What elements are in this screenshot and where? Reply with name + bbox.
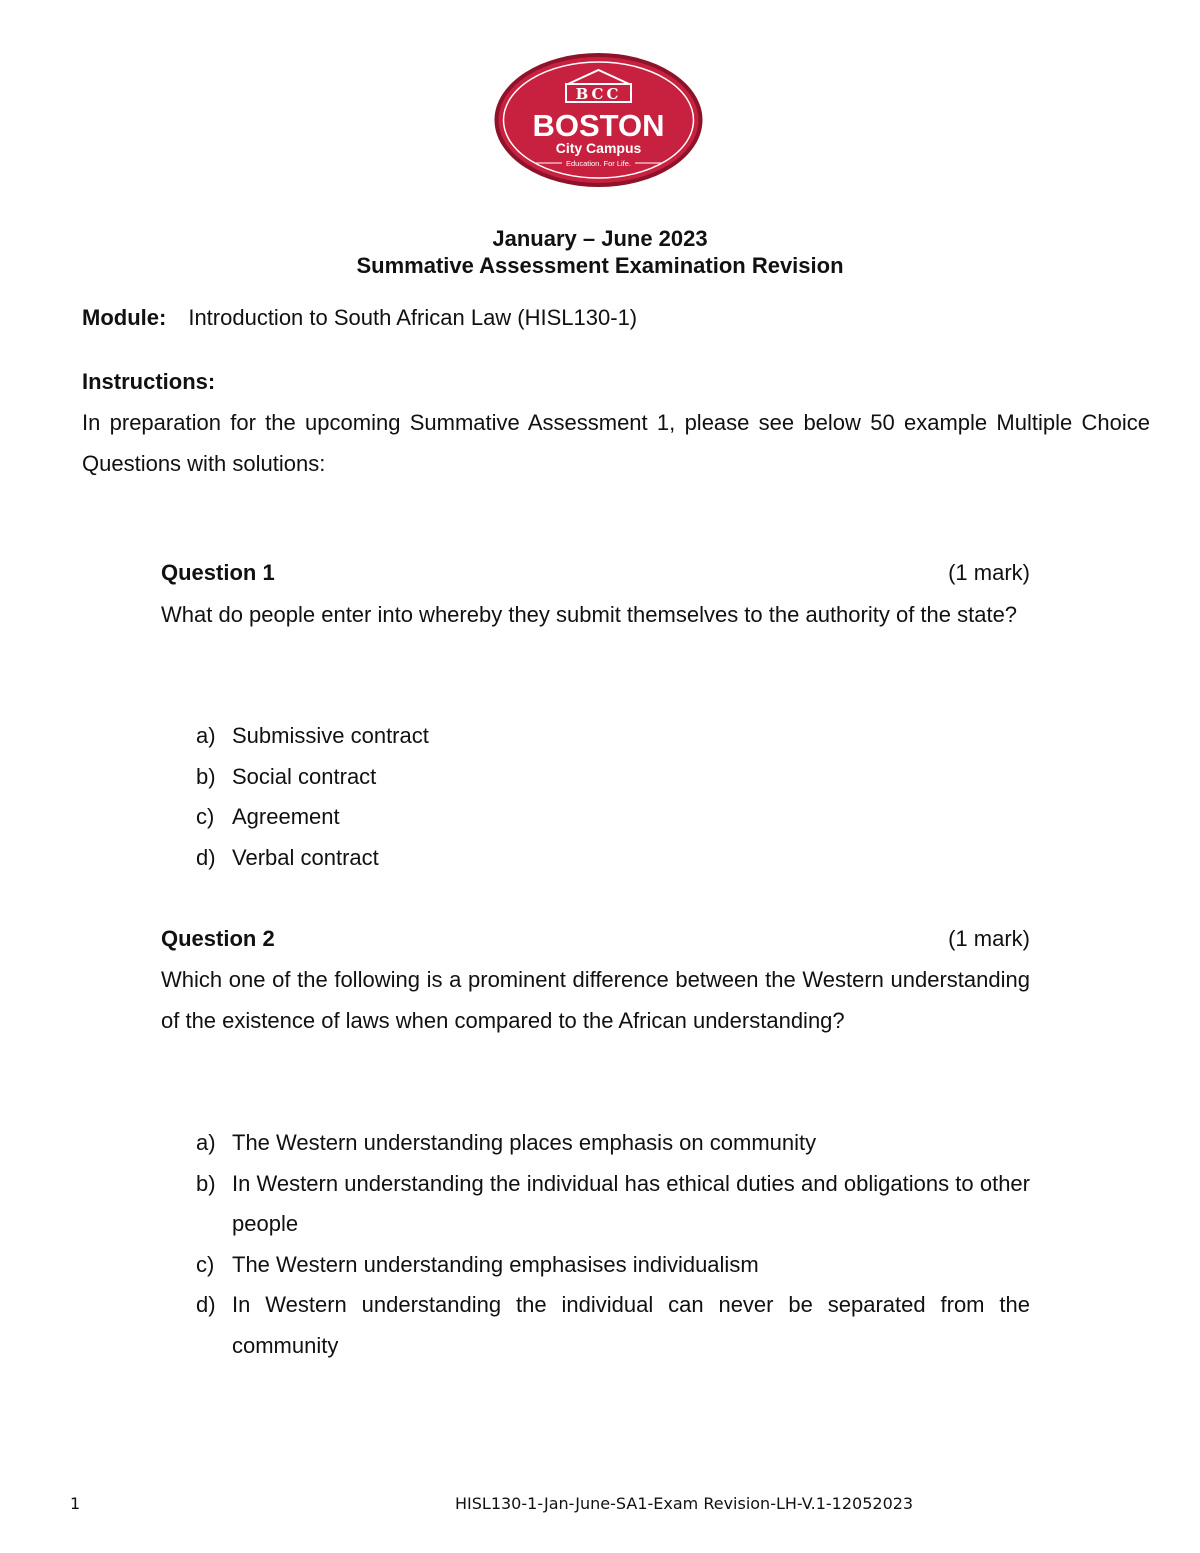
option-letter: a) — [196, 723, 216, 748]
option-letter: d) — [196, 1292, 216, 1317]
option — [196, 838, 1030, 879]
document-title: Summative Assessment Examination Revision — [356, 253, 844, 278]
option — [196, 797, 1030, 838]
option-text: Social contract — [232, 763, 377, 789]
option-letter: b) — [196, 1170, 216, 1196]
logo-tagline: Education. For Life. — [565, 159, 632, 168]
question-1-title: Question 1 — [161, 560, 275, 585]
instructions-label: Instructions: — [82, 369, 216, 394]
page-number: 1 — [70, 1494, 81, 1513]
logo-initials: BCC — [575, 85, 622, 103]
question-2-text: Which one of the following is a prominent difference between the Western understanding of the existence of laws when compared to the African understanding? — [161, 967, 1030, 1033]
logo-name: BOSTON — [532, 108, 665, 143]
instructions-text: In preparation for the upcoming Summative Assessment 1, please see below 50 example Multiple Choice Questions with solutions: — [82, 410, 1150, 476]
option-letter: b) — [196, 763, 216, 789]
boston-city-campus-logo — [492, 50, 705, 190]
option-text: In Western understanding the individual can never be separated from the community — [232, 1292, 1030, 1358]
option-letter: c) — [196, 804, 215, 829]
question-1-header — [161, 558, 1030, 588]
option — [196, 1164, 1030, 1245]
question-1-options — [196, 716, 1030, 878]
option-text: Agreement — [232, 804, 340, 829]
question-1-marks: (1 mark) — [948, 560, 1030, 585]
option — [196, 1245, 1030, 1286]
option — [196, 1123, 1030, 1164]
option-text: Submissive contract — [232, 723, 429, 748]
option-text: The Western understanding emphasises individualism — [232, 1251, 759, 1277]
option-text: Verbal contract — [232, 844, 379, 870]
document-code: HISL130-1-Jan-June-SA1-Exam Revision-LH-V.1-12052023 — [455, 1494, 914, 1513]
option-letter: c) — [196, 1251, 215, 1277]
question-2-marks: (1 mark) — [948, 926, 1030, 951]
logo-campus: City Campus — [555, 140, 642, 156]
option — [196, 757, 1030, 798]
option-text: The Western understanding places emphasis on community — [232, 1130, 817, 1155]
option-letter: a) — [196, 1130, 216, 1155]
question-2-options — [196, 1123, 1030, 1366]
module-line — [82, 298, 637, 338]
option — [196, 716, 1030, 757]
option — [196, 1285, 1030, 1366]
question-2-header — [161, 924, 1030, 954]
question-2-title: Question 2 — [161, 926, 275, 951]
module-value: Introduction to South African Law (HISL130-1) — [188, 305, 638, 330]
exam-period: January – June 2023 — [492, 226, 708, 251]
question-1-text: What do people enter into whereby they submit themselves to the authority of the state? — [161, 602, 1018, 627]
module-label: Module: — [82, 305, 167, 330]
option-letter: d) — [196, 844, 216, 870]
option-text: In Western understanding the individual has ethical duties and obligations to other people — [232, 1170, 1030, 1236]
